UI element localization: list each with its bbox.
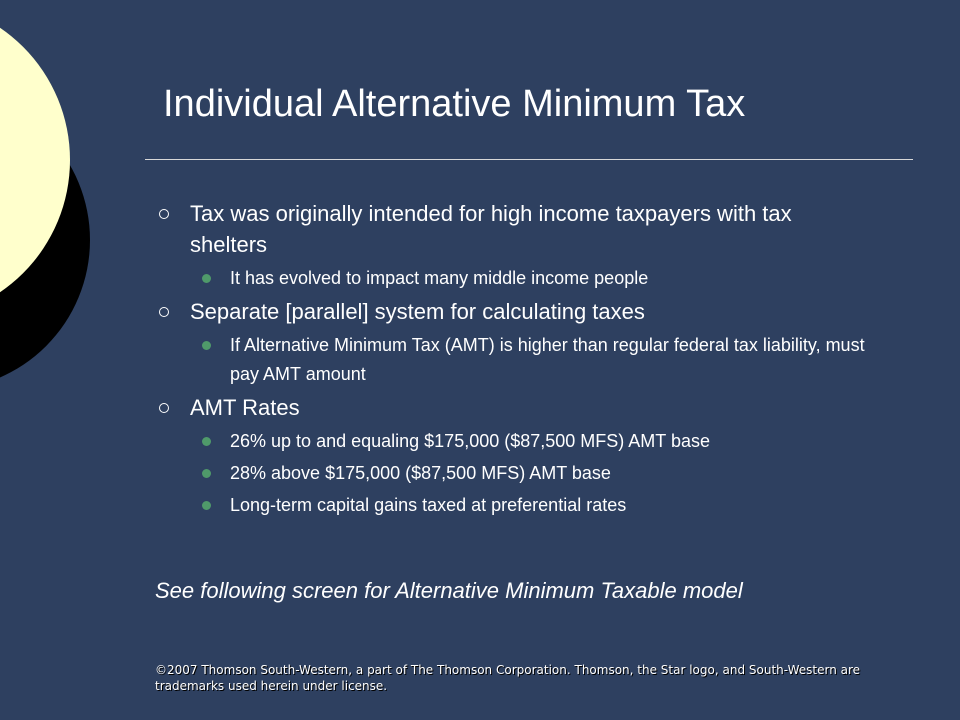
bullet-item — [150, 392, 870, 423]
bullet-text: Separate [parallel] system for calculating taxes — [190, 299, 645, 324]
bullet-text: Tax was originally intended for high income taxpayers with tax shelters — [190, 201, 792, 257]
copyright-footer: ©2007 Thomson South-Western, a part of The Thomson Corporation. Thomson, the Star logo, and South-Western are trademarks used herein under license. — [155, 663, 861, 693]
green-dot-bullet-icon — [202, 501, 211, 510]
hollow-circle-bullet-icon — [159, 403, 169, 413]
slide-title: Individual Alternative Minimum Tax — [163, 83, 746, 125]
green-dot-bullet-icon — [202, 341, 211, 350]
sub-bullet-item — [150, 491, 870, 520]
sub-bullet-text: If Alternative Minimum Tax (AMT) is higher than regular federal tax liability, must pay AMT amount — [230, 335, 865, 384]
sub-bullet-text: It has evolved to impact many middle income people — [230, 268, 649, 288]
sub-bullet-text: 26% up to and equaling $175,000 ($87,500 MFS) AMT base — [230, 431, 710, 451]
bullet-item — [150, 198, 870, 260]
sub-bullet-text: Long-term capital gains taxed at preferential rates — [230, 495, 627, 515]
bullet-list — [150, 198, 870, 523]
sub-bullet-item — [150, 427, 870, 456]
sub-bullet-text: 28% above $175,000 ($87,500 MFS) AMT base — [230, 463, 611, 483]
green-dot-bullet-icon — [202, 274, 211, 283]
hollow-circle-bullet-icon — [159, 209, 169, 219]
green-dot-bullet-icon — [202, 469, 211, 478]
sub-bullet-item — [150, 264, 870, 293]
green-dot-bullet-icon — [202, 437, 211, 446]
slide-note: See following screen for Alternative Minimum Taxable model — [155, 578, 743, 603]
sub-bullet-item — [150, 459, 870, 488]
title-divider — [145, 159, 913, 160]
bullet-text: AMT Rates — [190, 395, 300, 420]
hollow-circle-bullet-icon — [159, 307, 169, 317]
sub-bullet-item — [150, 331, 870, 389]
bullet-item — [150, 296, 870, 327]
